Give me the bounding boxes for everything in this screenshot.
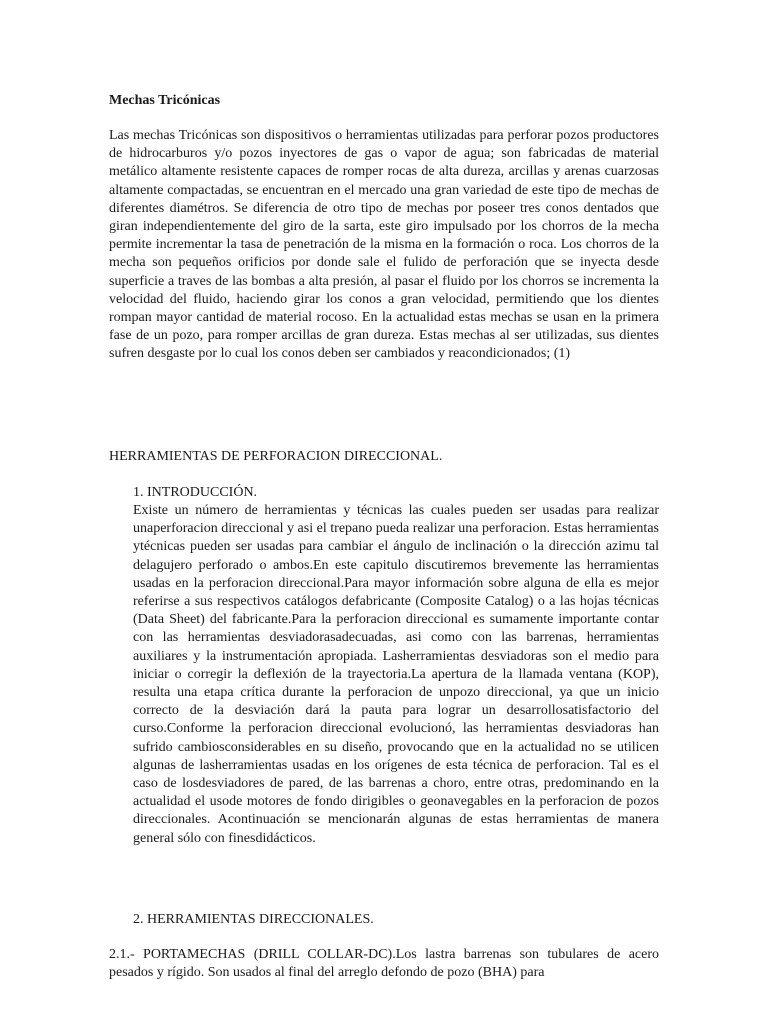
section-heading-perforacion-direccional: HERRAMIENTAS DE PERFORACION DIRECCIONAL. — [109, 449, 443, 464]
paragraph-portamechas: 2.1.- PORTAMECHAS (DRILL COLLAR-DC).Los lastra barrenas son tubulares de acero pesados y rígido. Son usados al final del arreglo defondo de pozo (BHA) para — [109, 947, 659, 981]
document-title: Mechas Tricónicas — [109, 93, 221, 108]
paragraph-mechas-triconicas: Las mechas Tricónicas son dispositivos o herramientas utilizadas para perforar pozos productores de hidrocarburos y/o pozos inyectores de gas o vapor de agua; son fabricadas de material metálico altamente resistente capaces de romper rocas de alta dureza, arcillas y arenas cuarzosas altamente compactadas, se encuentran en el mercado una gran variedad de este tipo de mechas de diferentes diamétros. Se diferencia de otro tipo de mechas por poseer tres conos dentados que giran independientemente del giro de la sarta, este giro impulsado por los chorros de la mecha permite incrementar la tasa de penetración de la misma en la formación o roca. Los chorros de la mecha son pequeños orificios por donde sale el fulido de perforación que se inyecta desde superficie a traves de las bombas a alta presión, al pasar el fluido por los chorros se incrementa la velocidad del fluido, haciendo girar los conos a gran velocidad, permitiendo que los dientes rompan mayor cantidad de material rocoso. En la actualidad estas mechas se usan en la primera fase de un pozo, para romper arcillas de gran dureza. Estas mechas al ser utilizadas, sus dientes sufren desgaste por lo cual los conos deben ser cambiados y reacondicionados; (1) — [109, 128, 659, 362]
subsection-heading-introduccion: 1. INTRODUCCIÓN. — [133, 485, 258, 500]
paragraph-introduccion: Existe un número de herramientas y técnicas las cuales pueden ser usadas para realizar unaperforacion direccional y asi el trepano pueda realizar una perforacion. Estas herramientas ytécnicas pueden ser usadas para cambiar el ángulo de inclinación o la dirección azimu tal delagujero perforado o ambos.En este capitulo discutiremos brevemente las herramientas usadas en la perforacion direccional.Para mayor información sobre alguna de ella es mejor referirse a sus respectivos catálogos defabricante (Composite Catalog) o a las hojas técnicas (Data Sheet) del fabricante.Para la perforacion direccional es sumamente importante contar con las herramientas desviadorasadecuadas, asi como con las barrenas, herramientas auxiliares y la instrumentación apropiada. Lasherramientas desviadoras son el medio para iniciar o corregir la deflexión de la trayectoria.La apertura de la llamada ventana (KOP), resulta una etapa crítica durante la perforacion de unpozo direccional, ya que un inicio correcto de la desviación dará la pauta para lograr un desarrollosatisfactorio del curso.Conforme la perforacion direccional evolucionó, las herramientas desviadoras han sufrido cambiosconsiderables en su diseño, provocando que en la actualidad no se utilicen algunas de lasherramientas usadas en los orígenes de esta técnica de perforacion. Tal es el caso de losdesviadores de pared, de las barrenas a choro, entre otras, predominando en la actualidad el usode motores de fondo dirigibles o geonavegables en la perforacion de pozos direccionales. Acontinuación se mencionarán algunas de estas herramientas de manera general sólo con finesdidácticos. — [133, 503, 659, 846]
document-page — [109, 0, 659, 1024]
subsection-heading-herramientas-direccionales: 2. HERRAMIENTAS DIRECCIONALES. — [133, 912, 374, 927]
